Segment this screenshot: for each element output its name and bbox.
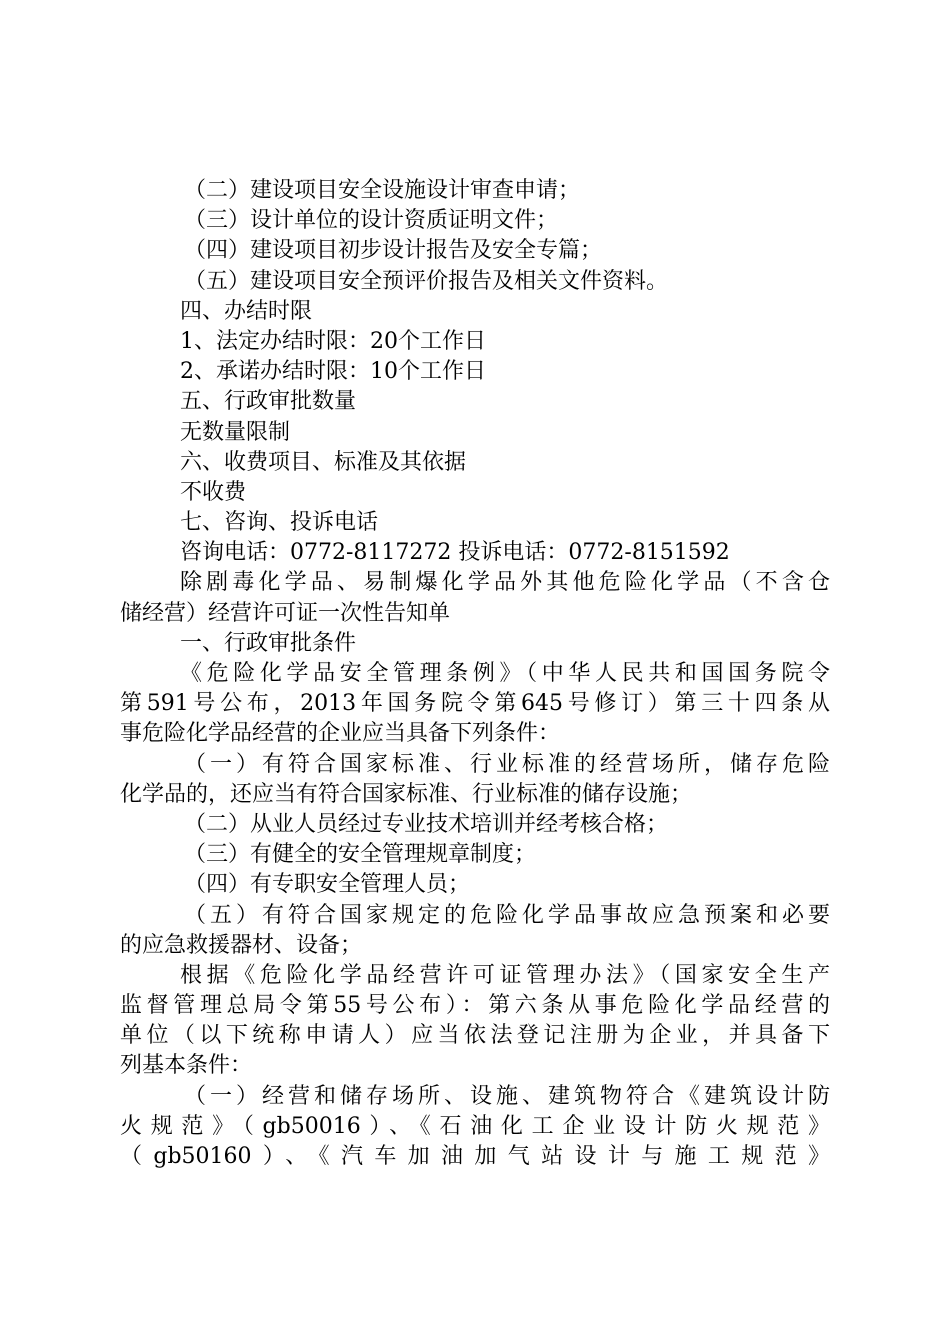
text-line: 的应急救援器材、设备；	[120, 932, 363, 958]
text-line: 除剧毒化学品、易制爆化学品外其他危险化学品（不含仓	[180, 570, 830, 596]
text-line: （二）建设项目安全设施设计审查申请；	[184, 178, 581, 203]
document-body	[120, 176, 830, 1172]
text-line: 不收费	[180, 479, 247, 505]
text-line: （二）从业人员经过专业技术培训并经考核合格；	[184, 811, 669, 837]
text-line: 五、行政审批数量	[180, 389, 357, 415]
text-line: （五）有符合国家规定的危险化学品事故应急预案和必要	[184, 902, 830, 928]
text-line: 七、咨询、投诉电话	[180, 510, 379, 536]
text-line: （一）有符合国家标准、行业标准的经营场所，储存危险	[184, 751, 830, 777]
text-line: 监督管理总局令第55号公布）：第六条从事危险化学品经营的	[120, 993, 830, 1019]
text-line: 咨询电话：0772-8117272 投诉电话：0772-8151592	[180, 540, 730, 566]
text-line: 一、行政审批条件	[180, 630, 357, 656]
text-line: 事危险化学品经营的企业应当具备下列条件：	[120, 721, 561, 747]
text-line: 六、收费项目、标准及其依据	[180, 449, 467, 475]
text-line: （五）建设项目安全预评价报告及相关文件资料。	[184, 268, 669, 294]
text-line: （gb50160）、《汽车加油加气站设计与施工规范》	[120, 1144, 830, 1169]
text-line: 列基本条件：	[120, 1053, 253, 1079]
text-line: 四、办结时限	[180, 298, 313, 324]
text-line: （三）有健全的安全管理规章制度；	[184, 842, 537, 868]
text-line: 1、法定办结时限：20个工作日	[180, 328, 486, 354]
text-line: （一）经营和储存场所、设施、建筑物符合《建筑设计防	[184, 1083, 830, 1109]
text-line: 《危险化学品安全管理条例》（中华人民共和国国务院令	[180, 661, 830, 686]
text-line: 火规范》（gb50016）、《石油化工企业设计防火规范》	[120, 1113, 830, 1139]
text-line: （四）有专职安全管理人员；	[184, 872, 471, 898]
text-line: 2、承诺办结时限：10个工作日	[180, 359, 486, 385]
text-line: 化学品的，还应当有符合国家标准、行业标准的储存设施；	[120, 781, 693, 807]
text-line: （三）设计单位的设计资质证明文件；	[184, 208, 559, 234]
text-line: （四）建设项目初步设计报告及安全专篇；	[184, 238, 603, 264]
text-line: 第591号公布，2013年国务院令第645号修订）第三十四条从	[120, 691, 830, 717]
text-line: 储经营）经营许可证一次性告知单	[120, 600, 451, 626]
text-line: 单位（以下统称申请人）应当依法登记注册为企业，并具备下	[120, 1023, 830, 1049]
text-line: 根据《危险化学品经营许可证管理办法》（国家安全生产	[180, 962, 830, 988]
text-line: 无数量限制	[180, 419, 291, 445]
